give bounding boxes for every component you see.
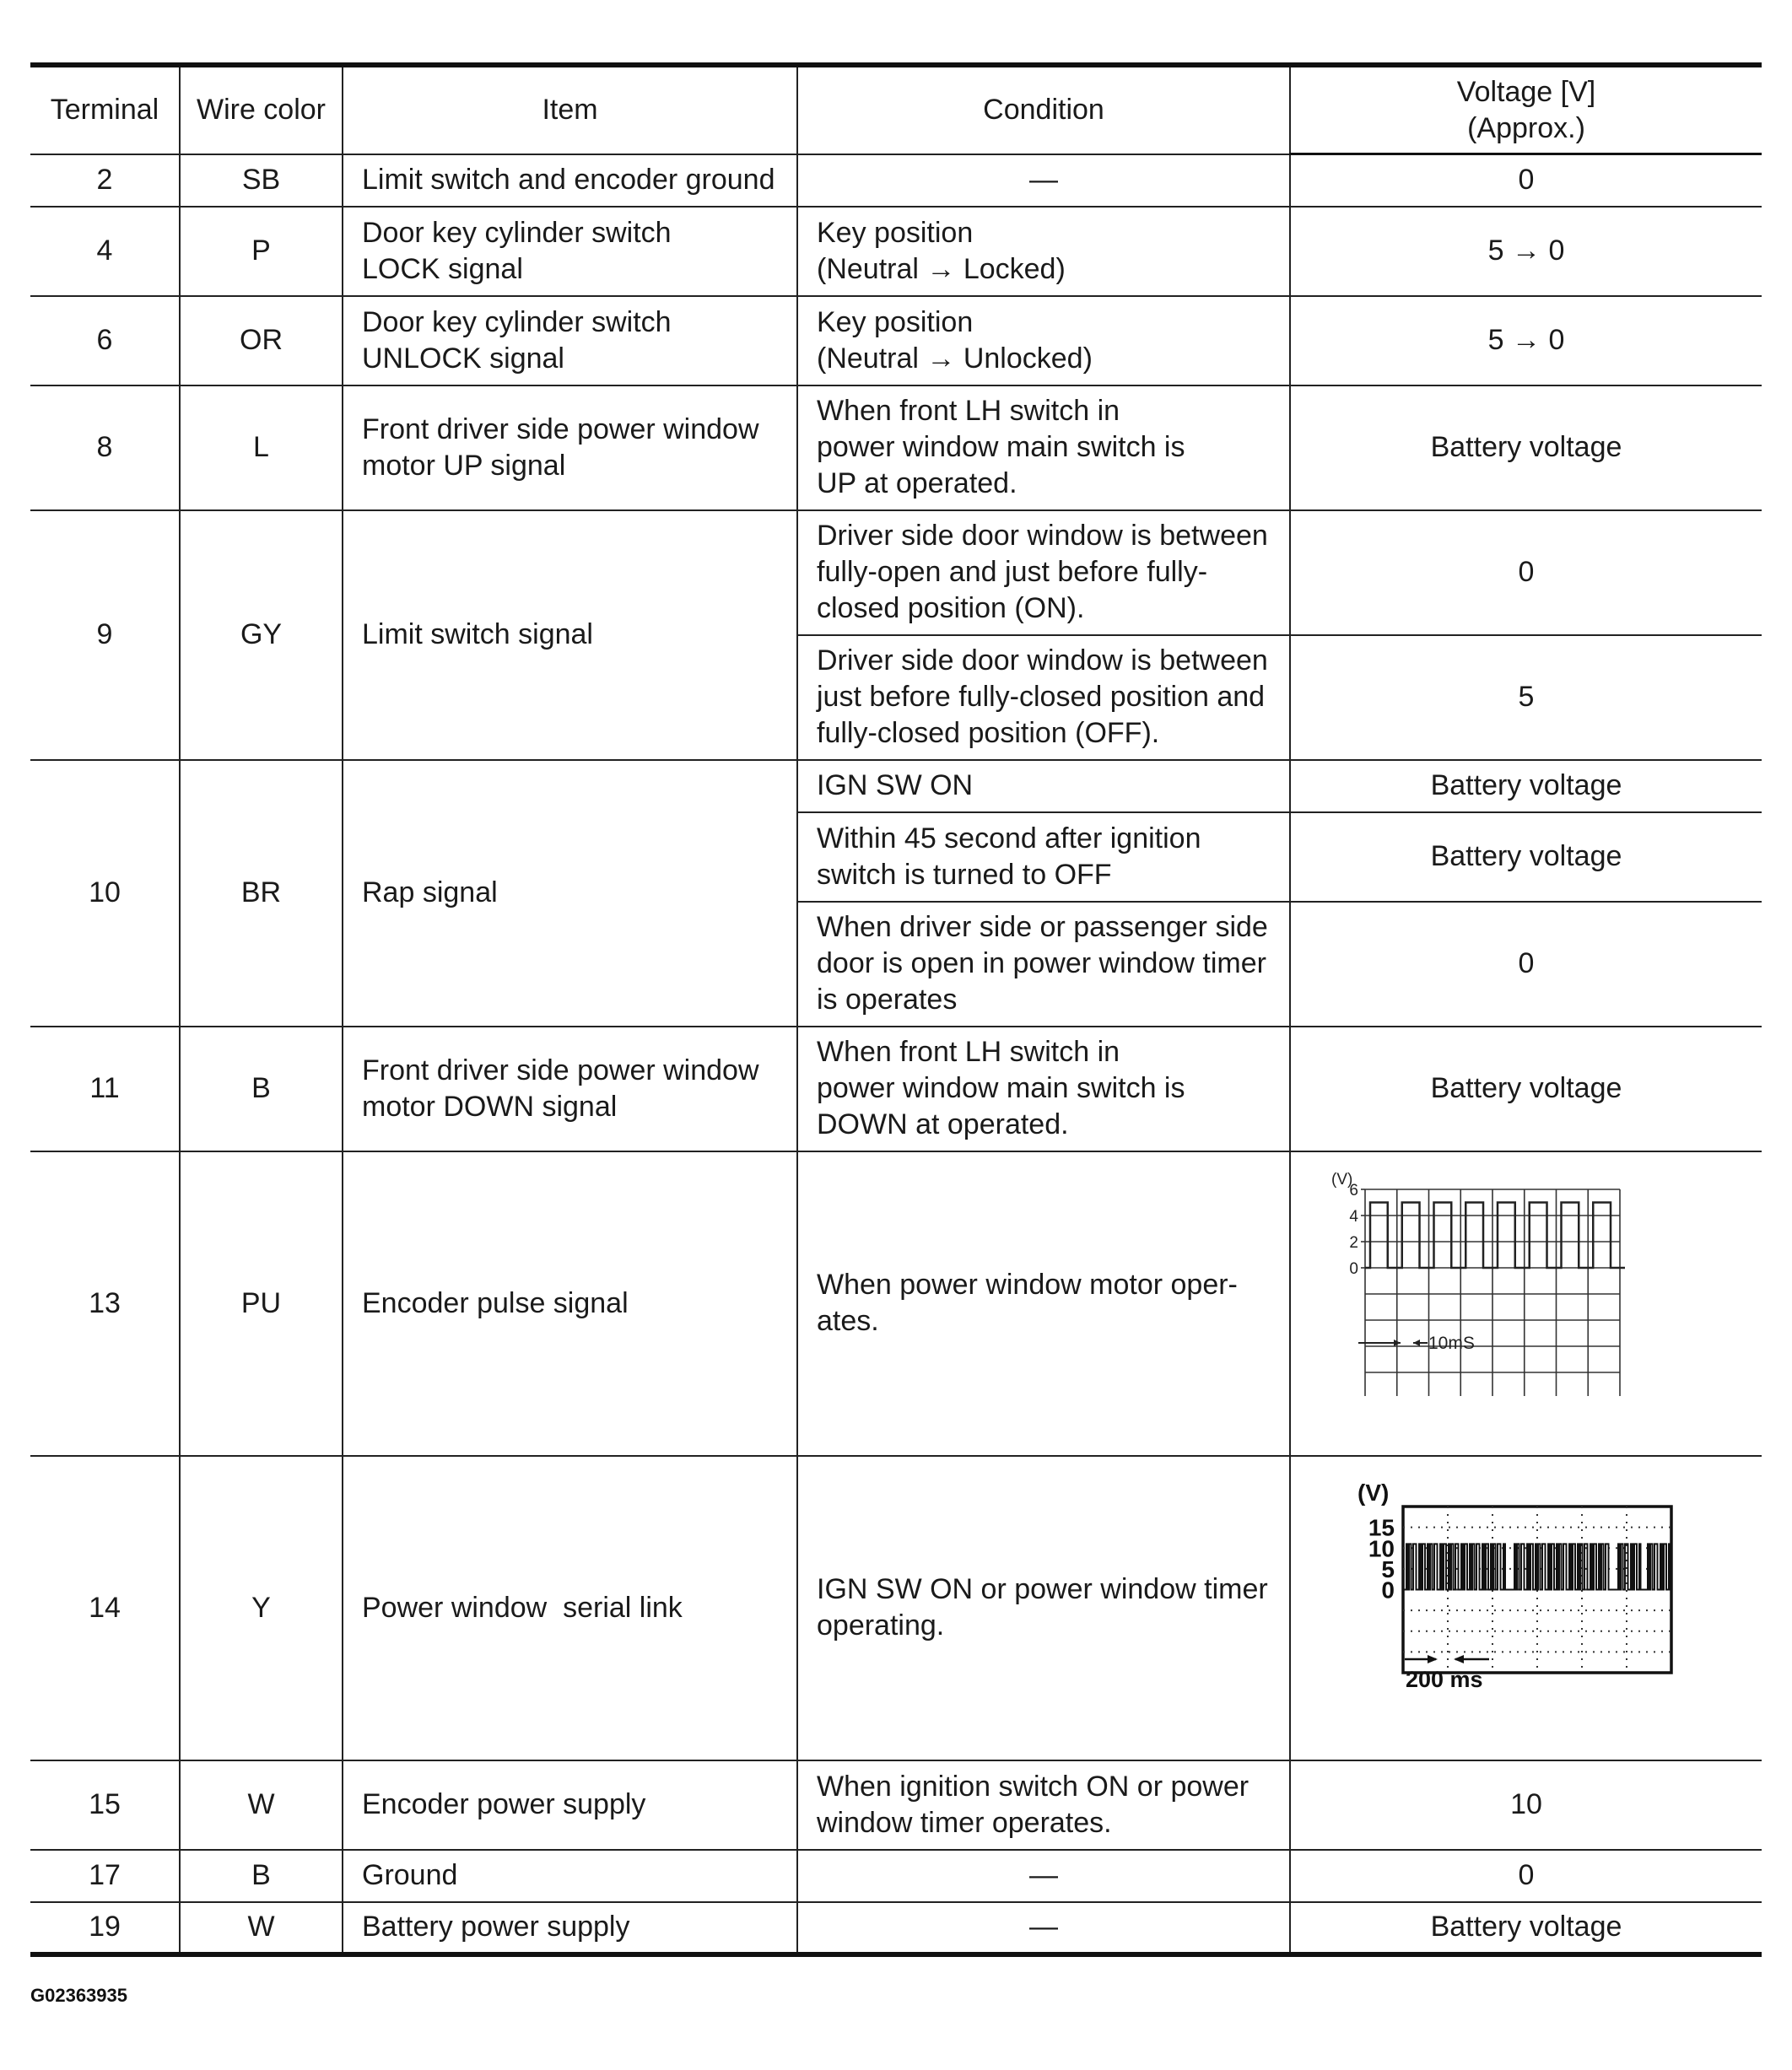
condition-cell: [797, 1850, 1290, 1902]
condition-line: IGN SW ON: [817, 769, 974, 801]
condition-line: fully-closed position (OFF).: [817, 717, 1160, 749]
item-line: Ground: [362, 1859, 458, 1891]
y-tick-label: 0: [1381, 1577, 1395, 1603]
y-tick-label: 5: [1381, 1555, 1395, 1582]
wire-color-cell: SB: [180, 154, 343, 207]
condition-cell: [797, 1760, 1290, 1850]
table-row: [30, 296, 1762, 385]
header-item: Item: [343, 65, 797, 154]
table-row: [30, 510, 1762, 635]
item-line: Front driver side power window: [362, 412, 759, 445]
table-row: [30, 1027, 1762, 1151]
condition-line: is operates: [817, 984, 958, 1016]
item-cell: [343, 1760, 797, 1850]
voltage-cell: Battery voltage: [1290, 812, 1762, 902]
condition-line: —: [1029, 1859, 1058, 1891]
item-cell: [343, 510, 797, 760]
item-cell: [343, 385, 797, 510]
table-row: [30, 154, 1762, 207]
item-line: Power window serial link: [362, 1591, 683, 1624]
header-voltage: [1290, 65, 1762, 154]
header-terminal: Terminal: [30, 65, 180, 154]
table-row: [30, 385, 1762, 510]
table-row: [30, 760, 1762, 812]
item-line: Rap signal: [362, 876, 498, 908]
waveform-period-label: 200 ms: [1406, 1666, 1483, 1692]
terminal-cell: 4: [30, 207, 180, 296]
condition-cell: [797, 1151, 1290, 1456]
y-tick-label: 4: [1349, 1207, 1358, 1226]
condition-line: Key position: [817, 305, 974, 338]
table-row: [30, 207, 1762, 296]
item-line: Battery power supply: [362, 1911, 630, 1943]
wire-color-cell: P: [180, 207, 343, 296]
header-voltage-line2: (Approx.): [1467, 111, 1585, 144]
waveform-period-marker: [1358, 1340, 1428, 1346]
condition-cell: [797, 1456, 1290, 1760]
condition-cell: [797, 154, 1290, 207]
waveform-unit-label: (V): [1331, 1170, 1353, 1189]
header-condition: Condition: [797, 65, 1290, 154]
item-cell: [343, 1850, 797, 1902]
header-voltage-line1: Voltage [V]: [1456, 75, 1596, 108]
header-row: [30, 65, 1762, 154]
figure-code: G02363935: [30, 1985, 127, 2006]
condition-line: UP at operated.: [817, 467, 1017, 499]
wire-color-cell: Y: [180, 1456, 343, 1760]
condition-line: —: [1029, 164, 1058, 196]
terminal-cell: 14: [30, 1456, 180, 1760]
item-line: LOCK signal: [362, 252, 523, 285]
item-cell: [343, 1456, 797, 1760]
terminal-cell: 2: [30, 154, 180, 207]
header-wire-color: Wire color: [180, 65, 343, 154]
waveform-unit-label: (V): [1357, 1479, 1390, 1506]
item-line: Front driver side power window: [362, 1054, 759, 1086]
item-line: Limit switch signal: [362, 618, 593, 650]
item-cell: [343, 207, 797, 296]
wire-color-cell: GY: [180, 510, 343, 760]
terminal-cell: 8: [30, 385, 180, 510]
condition-line: ates.: [817, 1305, 879, 1337]
wire-color-cell: PU: [180, 1151, 343, 1456]
voltage-cell: Battery voltage: [1290, 1902, 1762, 1954]
item-line: Limit switch and encoder ground: [362, 164, 775, 196]
terminal-cell: 15: [30, 1760, 180, 1850]
wire-color-cell: B: [180, 1850, 343, 1902]
condition-line: When front LH switch in: [817, 1036, 1120, 1068]
condition-line: operating.: [817, 1609, 945, 1641]
waveform-y-ticks: [1349, 1182, 1365, 1278]
voltage-waveform-cell: [1290, 1456, 1762, 1760]
voltage-cell: 0: [1290, 154, 1762, 207]
terminal-cell: 10: [30, 760, 180, 1027]
wire-color-cell: BR: [180, 760, 343, 1027]
voltage-cell: 10: [1290, 1760, 1762, 1850]
item-cell: [343, 154, 797, 207]
terminal-inspection-table: [30, 62, 1762, 1957]
item-line: motor DOWN signal: [362, 1090, 618, 1123]
waveform-grid: [1365, 1189, 1620, 1396]
y-tick-label: 0: [1349, 1259, 1358, 1278]
condition-line: DOWN at operated.: [817, 1108, 1069, 1140]
wire-color-cell: W: [180, 1902, 343, 1954]
terminal-cell: 19: [30, 1902, 180, 1954]
encoder-pulse-waveform: [1291, 1156, 1762, 1396]
wire-color-cell: OR: [180, 296, 343, 385]
voltage-cell: 5: [1290, 635, 1762, 760]
condition-line: Within 45 second after ignition: [817, 822, 1201, 854]
condition-line: When driver side or passenger side: [817, 911, 1268, 943]
voltage-cell: 0: [1290, 1850, 1762, 1902]
item-line: Encoder power supply: [362, 1788, 646, 1820]
condition-line: Key position: [817, 216, 974, 249]
item-cell: [343, 1902, 797, 1954]
table-row: [30, 1902, 1762, 1954]
terminal-cell: 11: [30, 1027, 180, 1151]
voltage-cell: 0: [1290, 902, 1762, 1027]
condition-line: power window main switch is: [817, 431, 1185, 463]
serial-link-waveform: [1291, 1460, 1762, 1713]
condition-line: window timer operates.: [817, 1806, 1112, 1839]
y-tick-label: 6: [1349, 1181, 1358, 1199]
item-cell: [343, 760, 797, 1027]
voltage-cell: 5 → 0: [1290, 207, 1762, 296]
item-cell: [343, 296, 797, 385]
terminal-inspection-table-container: [30, 62, 1762, 1957]
condition-cell: [797, 1902, 1290, 1954]
condition-line: closed position (ON).: [817, 592, 1085, 624]
voltage-cell: Battery voltage: [1290, 385, 1762, 510]
voltage-cell: 5 → 0: [1290, 296, 1762, 385]
wire-color-cell: W: [180, 1760, 343, 1850]
voltage-cell: 0: [1290, 510, 1762, 635]
waveform-period-label: 10mS: [1428, 1333, 1475, 1353]
terminal-cell: 13: [30, 1151, 180, 1456]
condition-line: When power window motor oper-: [817, 1269, 1238, 1301]
item-cell: [343, 1151, 797, 1456]
terminal-cell: 6: [30, 296, 180, 385]
condition-cell: [797, 207, 1290, 296]
voltage-cell: Battery voltage: [1290, 760, 1762, 812]
condition-cell: [797, 812, 1290, 902]
wire-color-cell: B: [180, 1027, 343, 1151]
y-tick-label: 15: [1368, 1514, 1395, 1541]
condition-line: (Neutral → Locked): [817, 252, 1066, 285]
table-row: [30, 1151, 1762, 1456]
condition-line: (Neutral → Unlocked): [817, 342, 1093, 375]
condition-line: fully-open and just before fully-: [817, 556, 1208, 588]
condition-cell: [797, 902, 1290, 1027]
y-tick-label: 10: [1368, 1534, 1395, 1561]
terminal-cell: 9: [30, 510, 180, 760]
condition-line: —: [1029, 1911, 1058, 1943]
y-tick-label: 2: [1349, 1233, 1358, 1252]
table-row: [30, 1760, 1762, 1850]
condition-cell: [797, 510, 1290, 635]
item-line: motor UP signal: [362, 449, 566, 482]
waveform-y-ticks: [1368, 1514, 1395, 1603]
item-line: UNLOCK signal: [362, 342, 564, 375]
condition-line: When front LH switch in: [817, 395, 1120, 427]
table-row: [30, 1456, 1762, 1760]
condition-cell: [797, 1027, 1290, 1151]
voltage-waveform-cell: [1290, 1151, 1762, 1456]
condition-line: power window main switch is: [817, 1072, 1185, 1104]
condition-line: When ignition switch ON or power: [817, 1770, 1250, 1803]
condition-cell: [797, 760, 1290, 812]
condition-cell: [797, 385, 1290, 510]
condition-line: IGN SW ON or power window timer: [817, 1573, 1268, 1605]
condition-cell: [797, 296, 1290, 385]
item-line: Door key cylinder switch: [362, 305, 672, 338]
item-cell: [343, 1027, 797, 1151]
condition-line: switch is turned to OFF: [817, 858, 1112, 891]
waveform-trace: [1365, 1202, 1625, 1268]
condition-cell: [797, 635, 1290, 760]
condition-line: Driver side door window is between: [817, 520, 1268, 552]
terminal-cell: 17: [30, 1850, 180, 1902]
condition-line: just before fully-closed position and: [817, 681, 1266, 713]
table-row: [30, 1850, 1762, 1902]
condition-line: Driver side door window is between: [817, 644, 1268, 677]
waveform-trace: [1403, 1544, 1671, 1589]
voltage-cell: Battery voltage: [1290, 1027, 1762, 1151]
item-line: Encoder pulse signal: [362, 1286, 629, 1319]
condition-line: door is open in power window timer: [817, 947, 1266, 979]
item-line: Door key cylinder switch: [362, 216, 672, 249]
wire-color-cell: L: [180, 385, 343, 510]
